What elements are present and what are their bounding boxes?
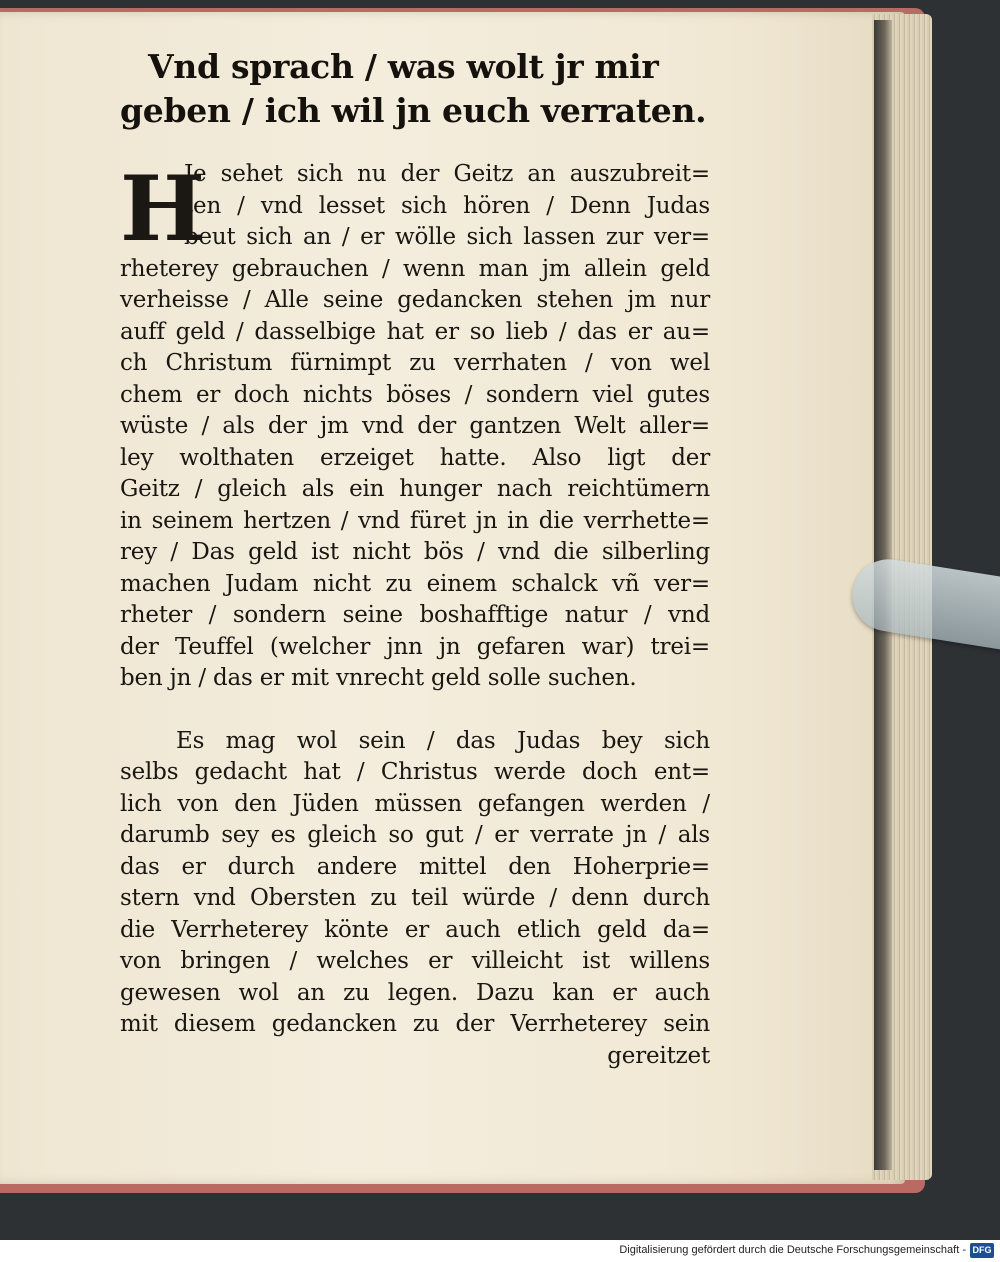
text-line: die Verrheterey könte er auch etlich geld da= [120,916,710,943]
text-line: von bringen / welches er villeicht ist willens [120,948,710,974]
dfg-logo: DFG [970,1243,994,1258]
heading-line: Vnd sprach / was wolt jr mir [148,47,659,86]
paragraph-1 [120,156,710,695]
text-line: Je sehet sich nu der Geitz an auszubreit= [184,161,710,187]
text-line: stern vnd Obersten zu teil würde / denn durch [120,885,710,911]
text-line: wüste / als der jm vnd der gantzen Welt aller= [120,413,710,439]
paragraph-2 [120,726,710,1073]
footer-bar [0,1240,1000,1262]
page-heading [120,45,710,133]
drop-cap: H [120,156,206,262]
text-line: das er durch andere mittel den Hoherprie= [120,853,710,880]
text-line: gewesen wol an zu legen. Dazu kan er auch [120,979,710,1006]
text-line: in seinem hertzen / vnd füret jn in die verrhette= [120,507,710,534]
catchword: gereitzet [607,1042,710,1069]
text-line: ley wolthaten erzeiget hatte. Also ligt der [120,444,710,471]
text-line: Geitz / gleich als ein hunger nach reichtümern [120,476,710,502]
text-line: mit diesem gedancken zu der Verrheterey sein [120,1011,710,1037]
text-line: ten / vnd lesset sich hören / Denn Judas [184,192,710,219]
text-line: rey / Das geld ist nicht bös / vnd die silberling [120,539,710,565]
text-line: beut sich an / er wölle sich lassen zur ver= [184,224,710,250]
heading-line: geben / ich wil jn euch verraten. [120,91,707,130]
funding-credit: Digitalisierung gefördert durch die Deutsche Forschungsgemeinschaft - [619,1244,966,1256]
text-line: ben jn / das er mit vnrecht geld solle suchen. [120,665,637,691]
text-line: rheter / sondern seine boshafftige natur / vnd [120,602,710,628]
text-line: auff geld / dasselbige hat er so lieb / das er au= [120,318,710,345]
text-line: machen Judam nicht zu einem schalck vñ ver= [120,570,710,597]
text-block [120,45,710,1072]
text-line: ch Christum fürnimpt zu verrhaten / von wel [120,350,710,376]
text-line: rheterey gebrauchen / wenn man jm allein geld [120,255,710,282]
text-line: Es mag wol sein / das Judas bey sich [176,727,710,754]
text-line: selbs gedacht hat / Christus werde doch ent= [120,759,710,785]
text-line: der Teuffel (welcher jnn jn gefaren war) trei= [120,633,710,660]
text-line: lich von den Jüden müssen gefangen werden / [120,790,710,817]
text-line: verheisse / Alle seine gedancken stehen jm nur [120,287,710,313]
text-line: chem er doch nichts böses / sondern viel gutes [120,381,710,408]
text-line: darumb sey es gleich so gut / er verrate jn / als [120,822,710,848]
